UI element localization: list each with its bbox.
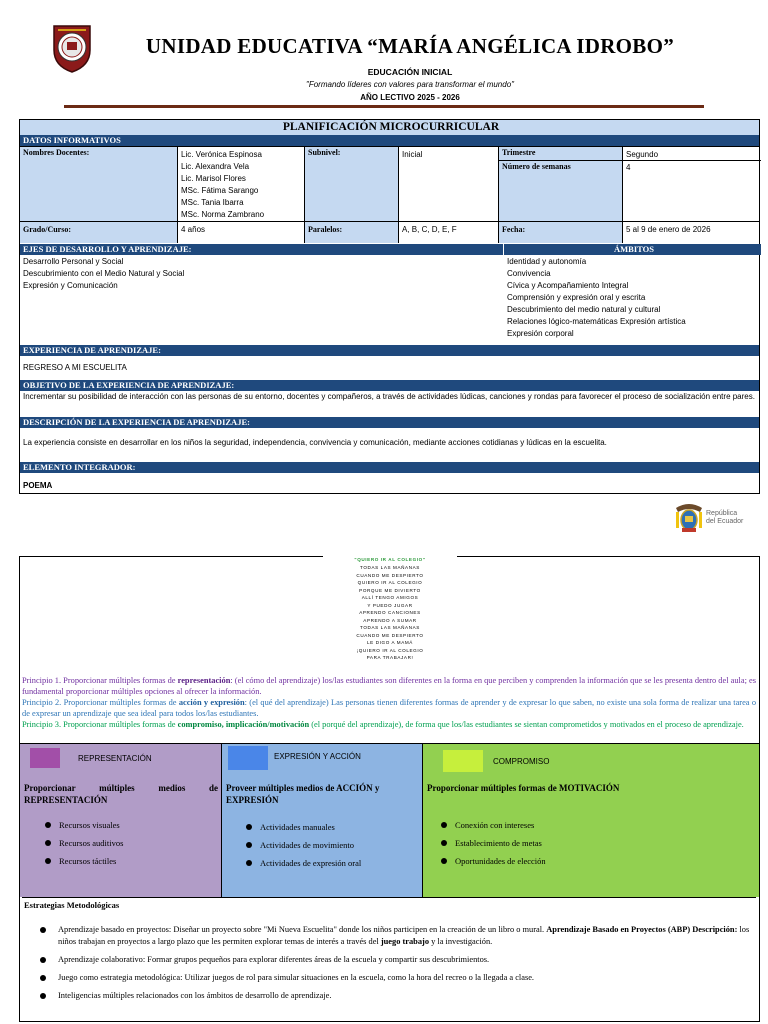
principle-keyword: compromiso, implicación/motivación — [177, 720, 310, 729]
poem-line: ¡QUIERO IR AL COLEGIO — [356, 647, 424, 653]
representation-list — [45, 816, 123, 870]
republica-line: República — [706, 510, 738, 517]
poem-line: APRENDO A SUMAR — [363, 617, 417, 623]
list-item: Actividades de expresión oral — [246, 854, 361, 872]
ambito-item: Relaciones lógico-matemáticas Expresión artística — [507, 317, 686, 326]
eje-item: Expresión y Comunicación — [23, 281, 118, 290]
list-item: Recursos auditivos — [45, 834, 123, 852]
ambito-item: Comprensión y expresión oral y escrita — [507, 293, 646, 302]
semanas-label: Número de semanas — [499, 161, 622, 221]
ecuador-coat-of-arms-icon — [672, 500, 706, 534]
representation-column — [20, 743, 222, 897]
school-motto: "Formando líderes con valores para transformar el mundo" — [306, 80, 514, 89]
semanas-value: 4 — [626, 163, 631, 172]
ambitos-band: ÁMBITOS — [504, 244, 761, 255]
docente-name: MSc. Norma Zambrano — [181, 210, 265, 219]
strategy-item: Aprendizaje colaborativo: Formar grupos pequeños para explorar diferentes áreas de la escuela y compartir sus descubrimientos. — [40, 954, 752, 966]
list-item: Conexión con intereses — [441, 816, 546, 834]
ejes-list — [20, 256, 184, 292]
header-divider — [64, 105, 704, 108]
principle-keyword: acción y expresión — [178, 698, 245, 707]
strategies-title: Estrategias Metodológicas — [24, 900, 120, 910]
experiencia-band: EXPERIENCIA DE APRENDIZAJE: — [20, 345, 759, 356]
commitment-column — [423, 743, 760, 897]
principle-text: : (el qué del aprendizaje) Las personas tienen diferentes formas de aprender y de expresar lo que saben, no existe una sola forma de realizar una tarea o de expresar un aprendizaje que sea ideal para todos los/las estudiantes. — [22, 698, 757, 718]
commitment-tag: COMPROMISO — [493, 757, 550, 766]
list-item: Actividades manuales — [246, 818, 361, 836]
strategies-section — [22, 897, 756, 1022]
grid-line — [177, 146, 178, 243]
principle-1 — [22, 675, 756, 697]
poem-line: CUANDO ME DESPIERTO — [356, 572, 424, 578]
poem-line: LE DIGO A MAMÁ — [367, 640, 413, 645]
action-tag: EXPRESIÓN Y ACCIÓN — [274, 752, 361, 761]
representation-heading: Proporcionar múltiples medios de REPRESENTACIÓN — [24, 783, 218, 805]
grid-line — [622, 146, 623, 243]
planning-title: PLANIFICACIÓN MICROCURRICULAR — [20, 120, 759, 135]
principle-text: (el porqué del aprendizaje), de forma que los/las estudiantes se sientan comprometidos y motivados en el proceso de aprendizaje. — [309, 720, 744, 729]
strategy-item: Juego como estrategia metodológica: Utilizar juegos de rol para simular situaciones en la escuela, como la hora del recreo o la llegada a clase. — [40, 972, 752, 984]
poem-title: "QUIERO IR AL COLEGIO" — [354, 557, 426, 562]
ambito-item: Descubrimiento del medio natural y cultural — [507, 305, 661, 314]
commitment-heading: Proporcionar múltiples formas de MOTIVACIÓN — [427, 783, 620, 793]
docente-name: MSc. Tania Ibarra — [181, 198, 244, 207]
poem-line: ALLÍ TENGO AMIGOS — [361, 595, 419, 600]
ambito-item: Expresión corporal — [507, 329, 574, 338]
strategy-text: y la investigación. — [429, 937, 493, 946]
poem-line: APRENDO CANCIONES — [359, 610, 421, 615]
action-expression-column — [222, 743, 423, 897]
docente-name: MSc. Fátima Sarango — [181, 186, 259, 195]
fecha-value: 5 al 9 de enero de 2026 — [626, 225, 711, 234]
descripcion-value: La experiencia consiste en desarrollar en los niños la seguridad, independencia, convivencia y comunicación, mediante acciones cotidianas y lúdicas en la escuelita. — [23, 438, 607, 447]
objetivo-band: OBJETIVO DE LA EXPERIENCIA DE APRENDIZAJE: — [20, 380, 759, 391]
docente-name: Lic. Verónica Espinosa — [181, 150, 262, 159]
ambito-item: Identidad y autonomía — [507, 257, 587, 266]
datos-informativos-band: DATOS INFORMATIVOS — [20, 135, 759, 146]
list-item: Actividades de movimiento — [246, 836, 361, 854]
elemento-value: POEMA — [23, 481, 53, 490]
strategy-text: los niños trabajan en proyectos a largo plazo que les permiten explorar temas de interés a través del — [58, 925, 750, 946]
grid-line — [499, 160, 761, 161]
grid-line — [20, 221, 759, 222]
ambitos-list — [504, 256, 686, 340]
action-swatch — [228, 746, 268, 770]
grado-label: Grado/Curso: — [20, 222, 177, 243]
commitment-swatch — [443, 750, 483, 772]
principle-keyword: representación — [177, 676, 231, 685]
representation-swatch — [30, 748, 60, 768]
strategy-keyword: Aprendizaje Basado en Proyectos (ABP) Descripción: — [546, 925, 738, 934]
poem-line: QUIERO IR AL COLEGIO — [357, 580, 423, 585]
descripcion-band: DESCRIPCIÓN DE LA EXPERIENCIA DE APRENDIZAJE: — [20, 417, 759, 428]
poem-line: TODAS LAS MAÑANAS — [360, 565, 420, 570]
docentes-label: Nombres Docentes: — [20, 147, 177, 221]
action-heading: Proveer múltiples medios de ACCIÓN y EXPRESIÓN — [226, 783, 380, 805]
principle-text: Principio 3. Proporcionar múltiples formas de — [22, 720, 178, 729]
poem-line: PORQUE ME DIVIERTO — [359, 587, 421, 593]
poem-card — [323, 553, 457, 660]
principle-3 — [22, 719, 756, 730]
principle-text: : (el cómo del aprendizaje) los/las estudiantes son diferentes en la forma en que perciben y comprenden la información que se les presenta dentro del aula; es fundamental proporcionar múltiples opciones al ofrecer la información. — [22, 676, 756, 696]
principle-2 — [22, 697, 756, 719]
list-item: Recursos táctiles — [45, 852, 123, 870]
paralelos-label: Paralelos: — [305, 222, 398, 243]
action-list — [246, 818, 361, 872]
representation-tag: REPRESENTACIÓN — [78, 754, 152, 763]
strategy-keyword: juego trabajo — [380, 937, 430, 946]
eje-item: Desarrollo Personal y Social — [23, 257, 124, 266]
trimestre-label: Trimestre — [499, 147, 622, 160]
docente-name: Lic. Marisol Flores — [181, 174, 246, 183]
strategy-text: Aprendizaje basado en proyectos: Diseñar un proyecto sobre "Mi Nueva Escuelita" donde los niños participen en la creación de un libro o mural. — [58, 925, 547, 934]
school-title: UNIDAD EDUCATIVA “MARÍA ANGÉLICA IDROBO” — [145, 34, 675, 58]
poem-line: CUANDO ME DESPIERTO — [356, 632, 424, 638]
docente-name: Lic. Alexandra Vela — [181, 162, 250, 171]
education-level: EDUCACIÓN INICIAL — [367, 67, 453, 77]
republica-line: del Ecuador — [706, 518, 744, 525]
poem-line: PARA TRABAJAR! — [366, 655, 414, 660]
eje-item: Descubrimiento con el Medio Natural y Social — [23, 269, 185, 278]
list-item: Establecimiento de metas — [441, 834, 546, 852]
ambito-item: Convivencia — [507, 269, 551, 278]
ambito-item: Cívica y Acompañamiento Integral — [507, 281, 629, 290]
grid-line — [498, 146, 499, 243]
grado-value: 4 años — [181, 225, 206, 234]
grid-line — [20, 146, 759, 147]
poem-line: Y PUEDO JUGAR — [367, 602, 413, 608]
ejes-band: EJES DE DESARROLLO Y APRENDIZAJE: — [20, 244, 503, 255]
principle-text: Principio 2. Proporcionar múltiples formas de — [22, 698, 179, 707]
list-item: Oportunidades de elección — [441, 852, 546, 870]
strategies-list — [40, 924, 752, 1008]
commitment-list — [441, 816, 546, 870]
fecha-label: Fecha: — [499, 222, 622, 243]
elemento-band: ELEMENTO INTEGRADOR: — [20, 462, 759, 473]
poem-line: TODAS LAS MAÑANAS — [360, 625, 420, 630]
school-crest-icon — [48, 22, 96, 74]
grid-line — [398, 146, 399, 243]
subnivel-label: Subnivel: — [305, 147, 398, 221]
subnivel-value: Inicial — [402, 150, 423, 159]
strategy-item: Inteligencias múltiples relacionados con los ámbitos de desarrollo de aprendizaje. — [40, 990, 752, 1002]
list-item: Recursos visuales — [45, 816, 123, 834]
objetivo-value: Incrementar su posibilidad de interacción con las personas de su entorno, docentes y compañeros, a través de actividades lúdicas, canciones y rondas para favorecer el proceso de socialización entre pares. — [23, 392, 755, 401]
docentes-list — [178, 149, 304, 221]
principle-text: Principio 1. Proporcionar múltiples formas de — [22, 676, 178, 685]
paralelos-value: A, B, C, D, E, F — [402, 225, 457, 234]
school-year: AÑO LECTIVO 2025 - 2026 — [360, 93, 460, 102]
grid-line — [304, 146, 305, 243]
planning-table — [19, 119, 760, 494]
trimestre-value: Segundo — [626, 150, 659, 159]
experiencia-value: REGRESO A MI ESCUELITA — [23, 363, 127, 372]
strategy-item — [40, 924, 752, 948]
republica-label — [706, 510, 743, 526]
